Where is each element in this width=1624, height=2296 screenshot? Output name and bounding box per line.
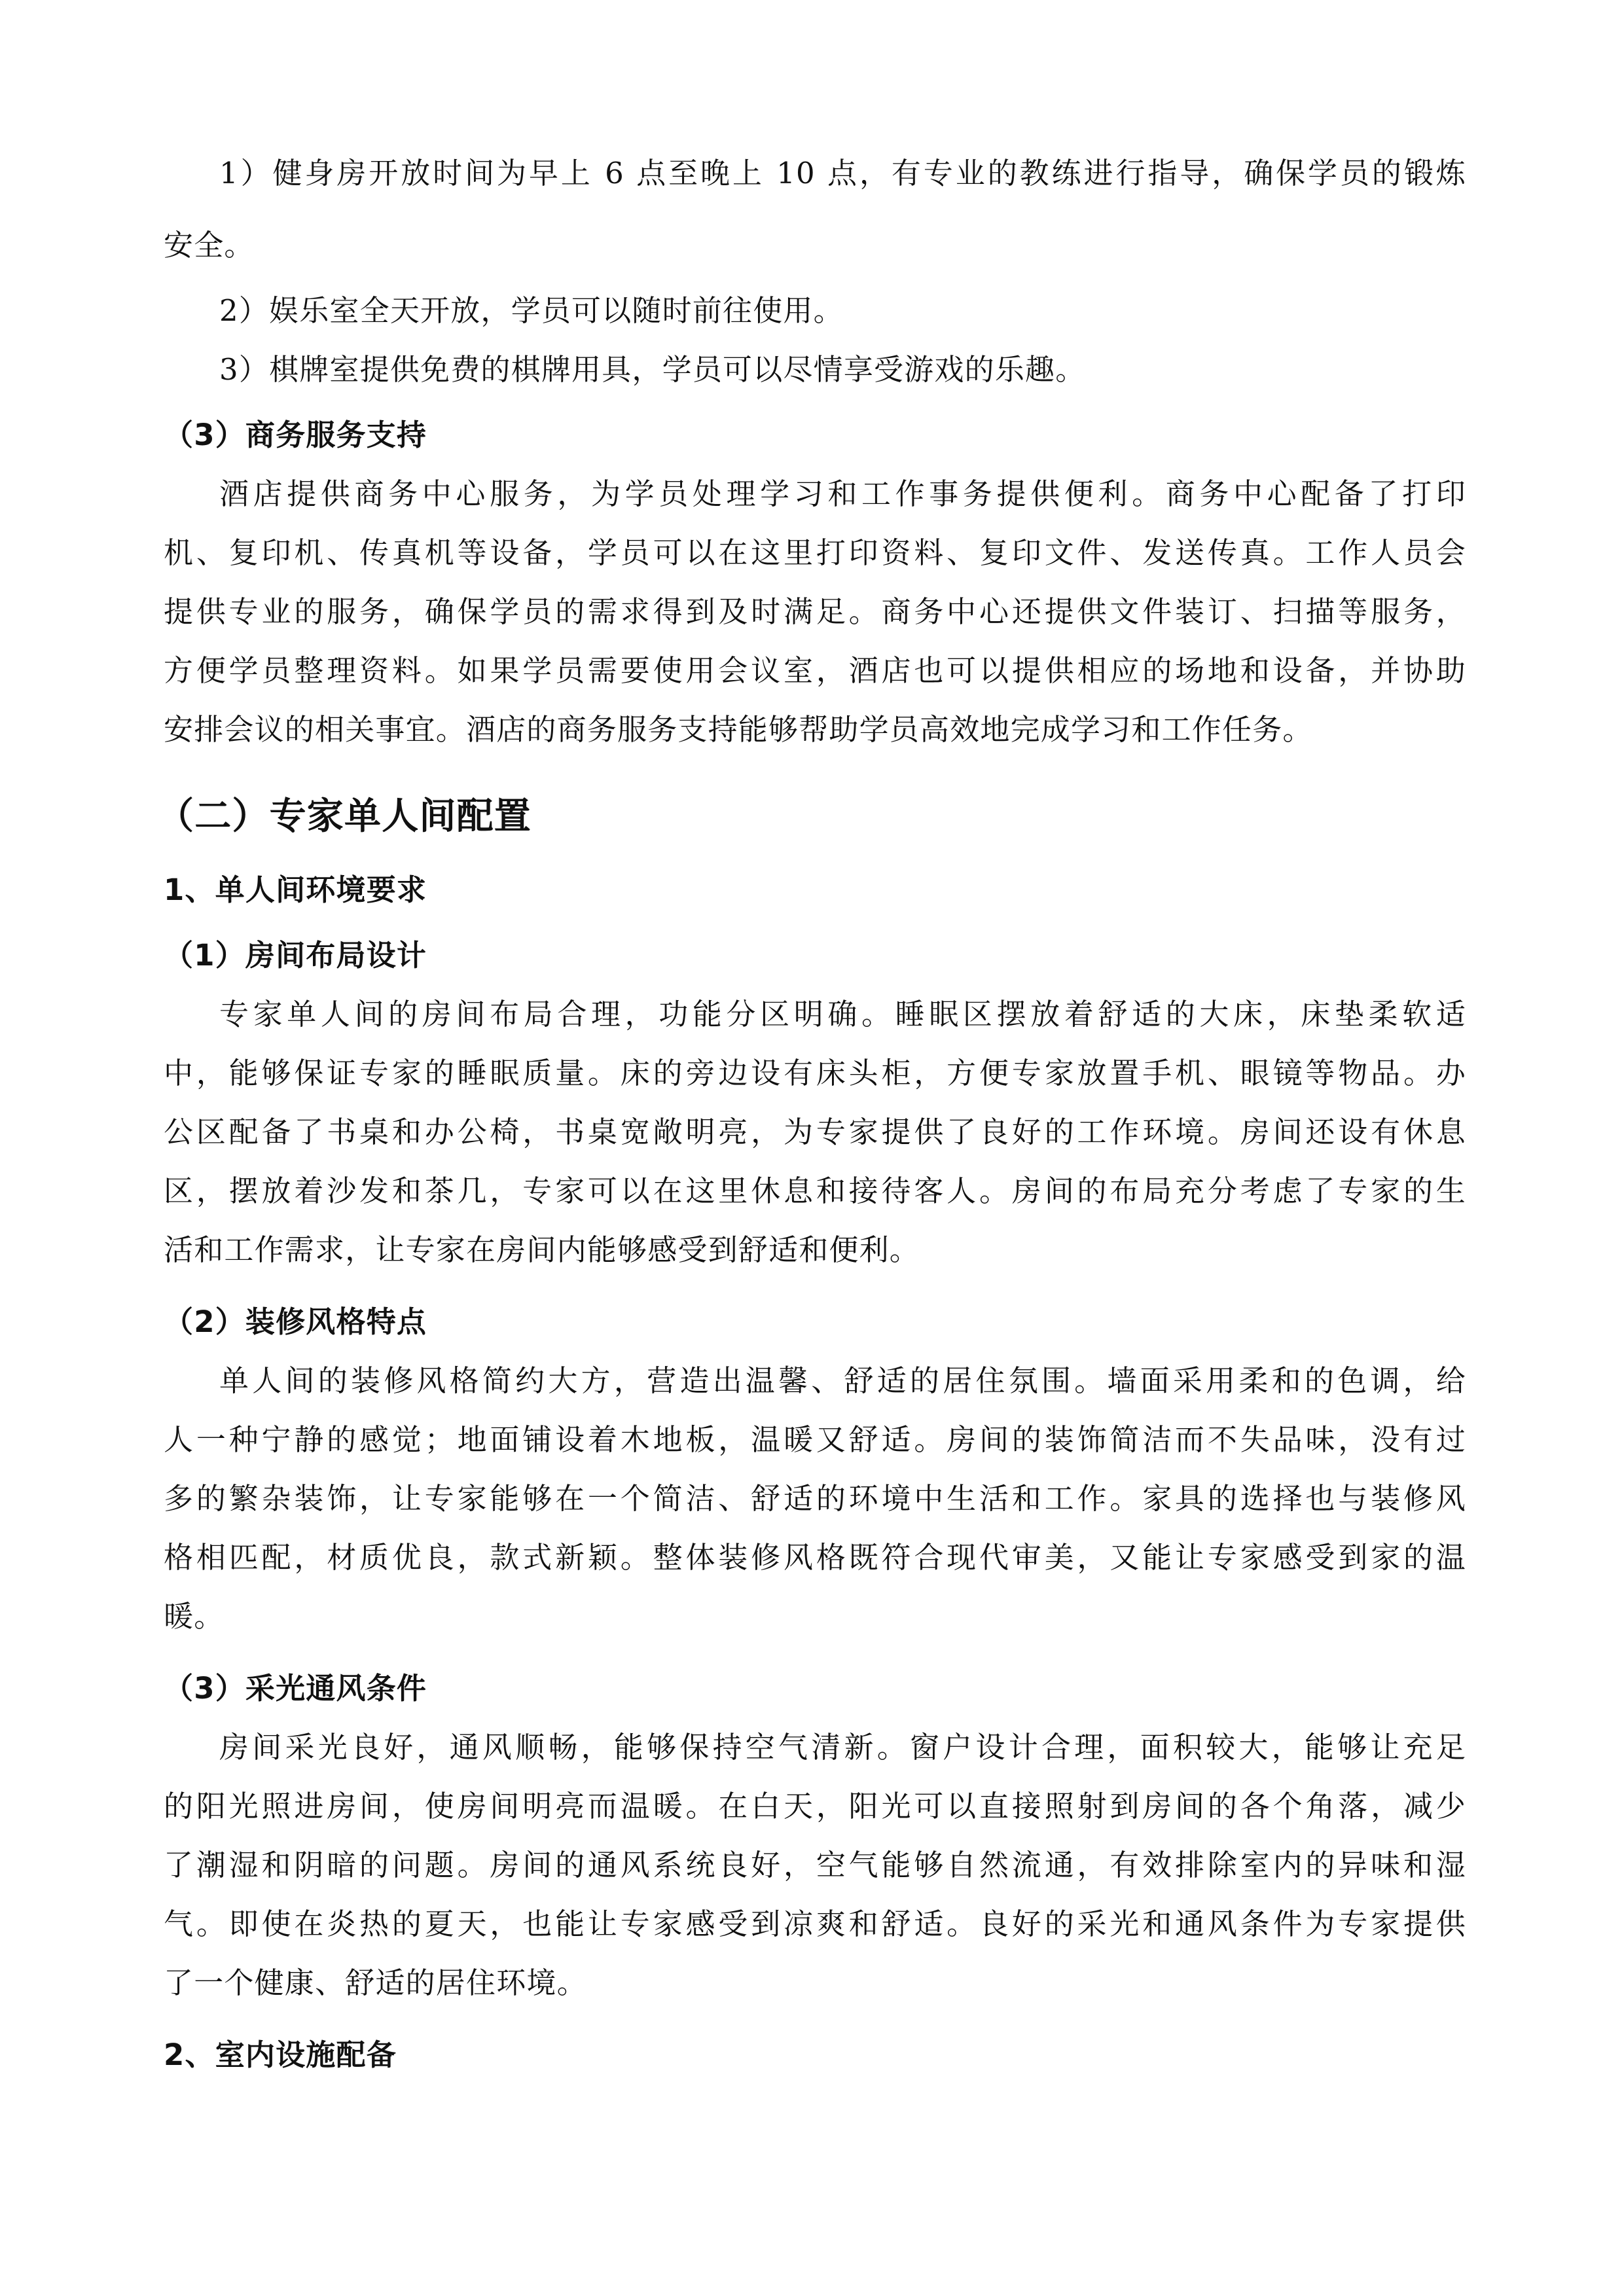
light-ventilation-line: 了潮湿和阴暗的问题。房间的通风系统良好，空气能够自然流通，有效排除室内的异味和湿 xyxy=(164,1848,1466,1882)
layout-line: 区，摆放着沙发和茶几，专家可以在这里休息和接待客人。房间的布局充分考虑了专家的生 xyxy=(164,1174,1466,1208)
light-ventilation-line: 了一个健康、舒适的居住环境。 xyxy=(164,1965,587,2000)
decor-line: 多的繁杂装饰，让专家能够在一个简洁、舒适的环境中生活和工作。家具的选择也与装修风 xyxy=(164,1481,1466,1516)
layout-line: 中，能够保证专家的睡眠质量。床的旁边设有床头柜，方便专家放置手机、眼镜等物品。办 xyxy=(164,1056,1466,1090)
layout-heading: （1）房间布局设计 xyxy=(164,938,427,973)
business-support-line: 酒店提供商务中心服务，为学员处理学习和工作事务提供便利。商务中心配备了打印 xyxy=(219,476,1466,511)
business-support-line: 方便学员整理资料。如果学员需要使用会议室，酒店也可以提供相应的场地和设备，并协助 xyxy=(164,653,1466,688)
rule-item-1-line-1: 1）健身房开放时间为早上 6 点至晚上 10 点，有专业的教练进行指导，确保学员的锻炼 xyxy=(219,156,1466,190)
decor-line: 格相匹配，材质优良，款式新颖。整体装修风格既符合现代审美，又能让专家感受到家的温 xyxy=(164,1540,1466,1575)
decor-line: 暖。 xyxy=(164,1599,225,1634)
rule-item-1-line-2: 安全。 xyxy=(164,228,255,262)
layout-line: 专家单人间的房间布局合理，功能分区明确。睡眠区摆放着舒适的大床，床垫柔软适 xyxy=(219,997,1466,1031)
decor-line: 人一种宁静的感觉；地面铺设着木地板，温暖又舒适。房间的装饰简洁而不失品味，没有过 xyxy=(164,1422,1466,1457)
light-ventilation-line: 房间采光良好，通风顺畅，能够保持空气清新。窗户设计合理，面积较大，能够让充足 xyxy=(219,1730,1466,1765)
section-heading-expert-room: （二）专家单人间配置 xyxy=(157,795,532,838)
layout-line: 公区配备了书桌和办公椅，书桌宽敞明亮，为专家提供了良好的工作环境。房间还设有休息 xyxy=(164,1115,1466,1149)
business-support-line: 提供专业的服务，确保学员的需求得到及时满足。商务中心还提供文件装订、扫描等服务， xyxy=(164,594,1466,629)
subsection-heading-facilities: 2、室内设施配备 xyxy=(164,2037,397,2072)
rule-item-3: 3）棋牌室提供免费的棋牌用具，学员可以尽情享受游戏的乐趣。 xyxy=(219,352,1086,387)
business-support-heading: （3）商务服务支持 xyxy=(164,418,427,452)
rule-item-2: 2）娱乐室全天开放，学员可以随时前往使用。 xyxy=(219,293,844,328)
light-ventilation-line: 气。即使在炎热的夏天，也能让专家感受到凉爽和舒适。良好的采光和通风条件为专家提供 xyxy=(164,1907,1466,1941)
decor-heading: （2）装修风格特点 xyxy=(164,1304,427,1339)
business-support-line: 安排会议的相关事宜。酒店的商务服务支持能够帮助学员高效地完成学习和工作任务。 xyxy=(164,712,1313,747)
business-support-line: 机、复印机、传真机等设备，学员可以在这里打印资料、复印文件、发送传真。工作人员会 xyxy=(164,535,1466,570)
light-ventilation-line: 的阳光照进房间，使房间明亮而温暖。在白天，阳光可以直接照射到房间的各个角落，减少 xyxy=(164,1789,1466,1823)
decor-line: 单人间的装修风格简约大方，营造出温馨、舒适的居住氛围。墙面采用柔和的色调，给 xyxy=(219,1363,1466,1398)
light-ventilation-heading: （3）采光通风条件 xyxy=(164,1671,427,1706)
subsection-heading-environment: 1、单人间环境要求 xyxy=(164,872,427,907)
layout-line: 活和工作需求，让专家在房间内能够感受到舒适和便利。 xyxy=(164,1232,920,1267)
